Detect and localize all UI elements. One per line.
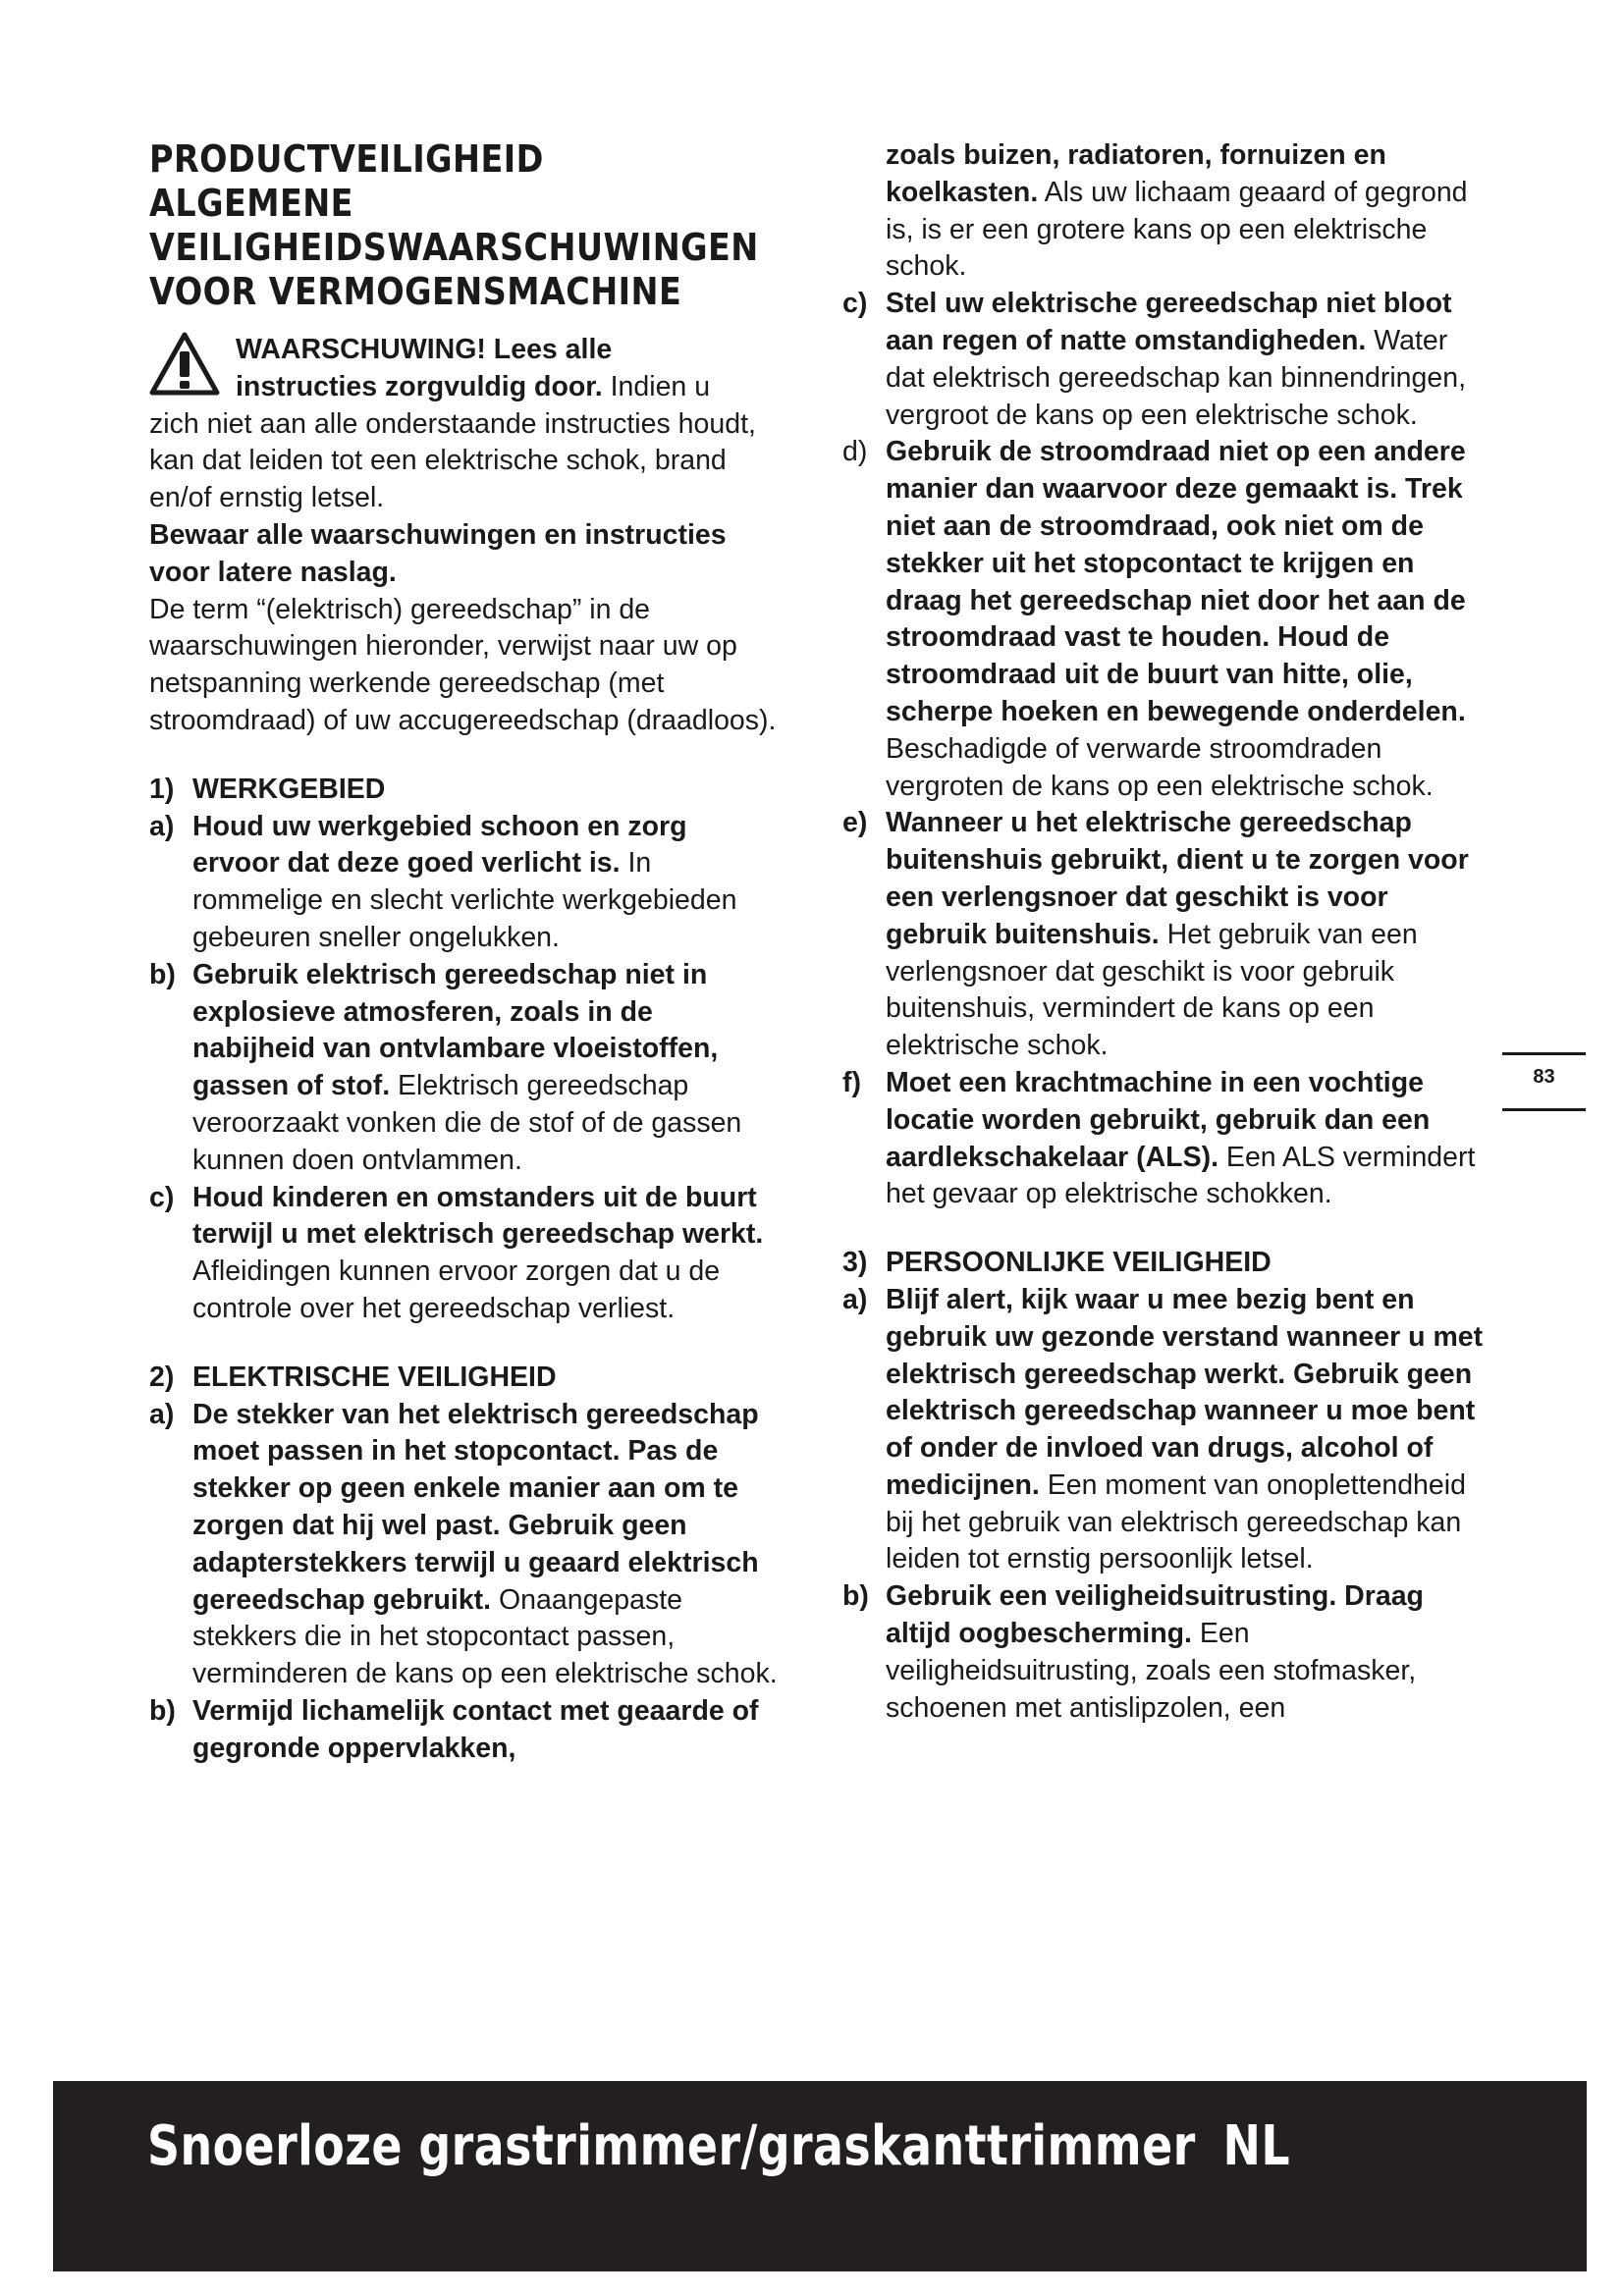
warning-block xyxy=(149,332,778,517)
section-heading-werkgebied: 1) WERKGEBIED xyxy=(149,773,386,805)
title-line: PRODUCTVEILIGHEID xyxy=(149,137,544,181)
page-number-rule-bottom xyxy=(1502,1108,1586,1111)
warning-triangle-icon xyxy=(149,332,220,397)
warning-continued: zich niet aan alle onderstaande instructies houdt, kan dat leiden tot een elektrische schok, brand en/of ernstig letsel. xyxy=(149,407,756,514)
language-code: NL xyxy=(1222,2114,1291,2178)
right-column xyxy=(842,137,1486,1727)
left-column xyxy=(149,137,778,1767)
page-title xyxy=(149,137,759,314)
title-line: ALGEMENE xyxy=(149,182,353,225)
warning-emphasis: instructies zorgvuldig door. xyxy=(236,370,603,402)
list-item: a) Houd uw werkgebied schoon en zorg ervoor dat deze goed verlicht is. In rommelige en slecht verlichte werkgebieden gebeuren sneller ongelukken. xyxy=(149,810,737,953)
footer-title xyxy=(147,2114,1290,2178)
page-number-rule-top xyxy=(1502,1052,1586,1055)
warning-text: Indien u xyxy=(602,370,711,402)
page-number: 83 xyxy=(1533,1066,1555,1088)
warning-heading: WAARSCHUWING! Lees alle xyxy=(236,334,613,365)
section-heading-elektrische-veiligheid: 2) ELEKTRISCHE VEILIGHEID xyxy=(149,1361,557,1393)
list-item: b) Gebruik een veiligheidsuitrusting. Draag altijd oogbescherming. Een veiligheidsuitrusting, zoals een stofmasker, schoenen met antislipzolen, een xyxy=(842,1580,1424,1724)
title-line: VOOR VERMOGENSMACHINE xyxy=(149,270,682,313)
title-line: VEILIGHEIDSWAARSCHUWINGEN xyxy=(149,226,759,269)
list-item: a) De stekker van het elektrisch gereedschap moet passen in het stopcontact. Pas de stekker op geen enkele manier aan om te zorgen dat hij wel past. Gebruik geen adapterstekkers terwijl u geaard elektrisch gereedschap gebruikt. Onaangepaste stekkers die in het stopcontact passen, verminderen de kans op een elektrische schok. xyxy=(149,1398,778,1690)
list-item: d) Gebruik de stroomdraad niet op een andere manier dan waarvoor deze gemaakt is. Trek niet aan de stroomdraad, ook niet om de stekker uit het stopcontact te krijgen en draag het gereedschap niet door het aan de stroomdraad vast te houden. Houd de stroomdraad uit de buurt van hitte, olie, scherpe hoeken en bewegende onderdelen. Beschadigde of verwarde stroomdraden vergroten de kans op een elektrische schok. xyxy=(842,436,1466,802)
keep-instructions: Bewaar alle waarschuwingen en instructies voor latere naslag. xyxy=(149,518,727,588)
list-item: c) Houd kinderen en omstanders uit de buurt terwijl u met elektrisch gereedschap werkt. Afleidingen kunnen ervoor zorgen dat u de controle over het gereedschap verliest. xyxy=(149,1181,764,1324)
section-heading-persoonlijke-veiligheid: 3) PERSOONLIJKE VEILIGHEID xyxy=(842,1247,1272,1279)
product-name: Snoerloze grastrimmer/graskanttrimmer xyxy=(147,2114,1196,2178)
list-item: e) Wanneer u het elektrische gereedschap buitenshuis gebruikt, dient u te zorgen voor een verlengsnoer dat geschikt is voor gebruik buitenshuis. Het gebruik van een verlengsnoer dat geschikt is voor gebruik buitenshuis, vermindert de kans op een elektrische schok. xyxy=(842,807,1469,1062)
list-item: b) Gebruik elektrisch gereedschap niet in explosieve atmosferen, zoals in de nabijheid van ontvlambare vloeistoffen, gassen of stof. Elektrisch gereedschap veroorzaakt vonken die de stof of de gassen kunnen doen ontvlammen. xyxy=(149,958,742,1176)
list-item: a) Blijf alert, kijk waar u mee bezig bent en gebruik uw gezonde verstand wanneer u met elektrisch gereedschap werkt. Gebruik geen elektrisch gereedschap wanneer u moe bent of onder de invloed van drugs, alcohol of medicijnen. Een moment van onoplettendheid bij het gebruik van elektrisch gereedschap kan leiden tot ernstig persoonlijk letsel. xyxy=(842,1283,1484,1575)
term-paragraph: De term “(elektrisch) gereedschap” in de waarschuwingen hieronder, verwijst naar uw op netspanning werkende gereedschap (met stroomdraad) of uw accugereedschap (draadloos). xyxy=(149,593,777,736)
list-item: b) Vermijd lichamelijk contact met geaarde of gegronde oppervlakken, xyxy=(149,1694,759,1764)
page-number-marker xyxy=(1502,1052,1586,1111)
footer-banner xyxy=(53,2081,1587,2271)
list-item: c) Stel uw elektrische gereedschap niet bloot aan regen of natte omstandigheden. Water dat elektrisch gereedschap kan binnendringen, vergroot de kans op een elektrische schok. xyxy=(842,288,1466,431)
list-item-continued: zoals buizen, radiatoren, fornuizen en koelkasten. Als uw lichaam geaard of gegrond is, is er een grotere kans op een elektrische schok. xyxy=(886,139,1468,283)
list-item: f) Moet een krachtmachine in een vochtige locatie worden gebruikt, gebruik dan een aardlekschakelaar (ALS). Een ALS vermindert het gevaar op elektrische schokken. xyxy=(842,1066,1476,1210)
